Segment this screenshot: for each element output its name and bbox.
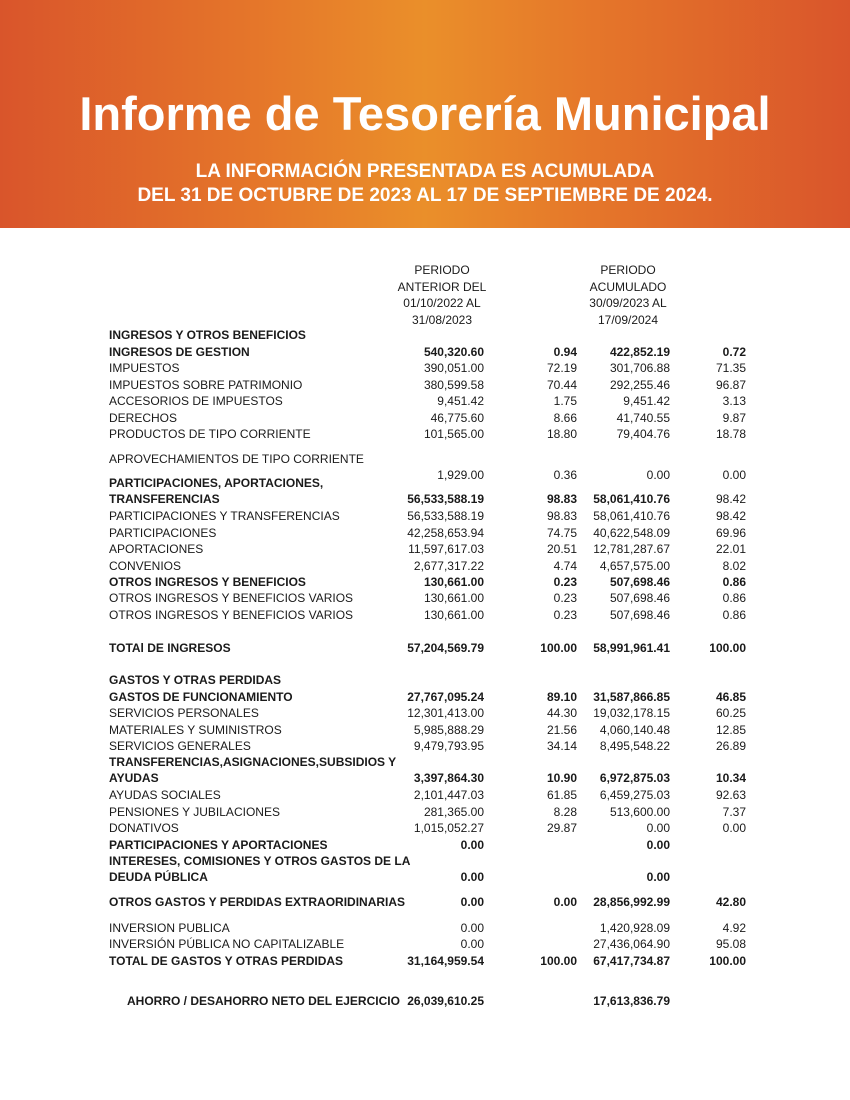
- percent-previous: 10.90: [546, 771, 577, 785]
- percent-previous: 1.75: [553, 394, 577, 408]
- percent-accumulated: 69.96: [715, 526, 746, 540]
- table-row: [0, 393, 850, 409]
- value-previous: 9,451.42: [437, 394, 484, 408]
- header-banner: [0, 0, 850, 228]
- value-accumulated: 507,698.46: [609, 591, 670, 605]
- value-previous: 46,775.60: [430, 411, 484, 425]
- value-previous: 5,985,888.29: [413, 723, 484, 737]
- percent-accumulated: 3.13: [722, 394, 746, 408]
- row-label: AHORRO / DESAHORRO NETO DEL EJERCICIO: [127, 994, 400, 1008]
- col-prev-line: PERIODO: [414, 263, 470, 277]
- percent-previous: 0.36: [553, 468, 577, 482]
- row-label: TOTAl DE INGRESOS: [109, 641, 231, 655]
- value-previous: 31,164,959.54: [407, 954, 484, 968]
- table-row: [0, 853, 850, 869]
- table-row: [0, 936, 850, 952]
- row-label: PENSIONES Y JUBILACIONES: [109, 805, 280, 819]
- percent-previous: 0.00: [553, 895, 577, 909]
- value-accumulated: 0.00: [646, 838, 670, 852]
- percent-accumulated: 0.86: [722, 575, 746, 589]
- value-accumulated: 17,613,836.79: [593, 994, 670, 1008]
- table-row: [0, 410, 850, 426]
- percent-accumulated: 100.00: [709, 641, 746, 655]
- value-accumulated: 41,740.55: [616, 411, 670, 425]
- percent-previous: 74.75: [546, 526, 577, 540]
- table-row: [0, 738, 850, 754]
- percent-previous: 100.00: [540, 641, 577, 655]
- value-accumulated: 0.00: [646, 821, 670, 835]
- value-previous: 1,929.00: [437, 468, 484, 482]
- table-row: [0, 451, 850, 467]
- value-previous: 2,677,317.22: [413, 559, 484, 573]
- table-row: [0, 508, 850, 524]
- value-accumulated: 12,781,287.67: [593, 542, 670, 556]
- table-row: [0, 920, 850, 936]
- value-previous: 11,597,617.03: [408, 542, 484, 556]
- value-accumulated: 27,436,064.90: [593, 937, 670, 951]
- value-accumulated: 8,495,548.22: [599, 739, 670, 753]
- value-previous: 390,051.00: [423, 361, 484, 375]
- row-label: PARTICIPACIONES Y APORTACIONES: [109, 838, 328, 852]
- percent-previous: 89.10: [546, 690, 577, 704]
- percent-accumulated: 0.86: [722, 608, 746, 622]
- percent-previous: 70.44: [546, 378, 577, 392]
- value-accumulated: 4,060,140.48: [599, 723, 670, 737]
- column-header-previous-period: [387, 262, 497, 328]
- table-row: [0, 426, 850, 442]
- row-label: SERVICIOS GENERALES: [109, 739, 251, 753]
- percent-accumulated: 42.80: [715, 895, 746, 909]
- value-previous: 130,661.00: [423, 591, 484, 605]
- table-row: [0, 574, 850, 590]
- table-row: [0, 344, 850, 360]
- value-previous: 0.00: [460, 895, 484, 909]
- row-label: GASTOS DE FUNCIONAMIENTO: [109, 690, 293, 704]
- percent-accumulated: 0.86: [722, 591, 746, 605]
- value-accumulated: 0.00: [646, 870, 670, 884]
- value-accumulated: 292,255.46: [609, 378, 670, 392]
- row-label: PARTICIPACIONES, APORTACIONES,: [109, 476, 324, 490]
- percent-previous: 4.74: [553, 559, 577, 573]
- row-label: DERECHOS: [109, 411, 178, 425]
- percent-accumulated: 96.87: [715, 378, 746, 392]
- row-label: INGRESOS Y OTROS BENEFICIOS: [109, 328, 306, 342]
- percent-previous: 0.94: [553, 345, 577, 359]
- table-row: [0, 689, 850, 705]
- table-row: [0, 360, 850, 376]
- row-label: INVERSION PUBLICA: [109, 921, 230, 935]
- value-accumulated: 422,852.19: [609, 345, 670, 359]
- value-previous: 540,320.60: [423, 345, 484, 359]
- percent-previous: 8.28: [553, 805, 577, 819]
- value-previous: 56,533,588.19: [407, 492, 484, 506]
- row-label: APORTACIONES: [109, 542, 204, 556]
- percent-previous: 0.23: [553, 575, 577, 589]
- table-row: [0, 837, 850, 853]
- value-previous: 56,533,588.19: [407, 509, 484, 523]
- value-previous: 101,565.00: [423, 427, 484, 441]
- value-previous: 281,365.00: [423, 805, 484, 819]
- percent-previous: 8.66: [553, 411, 577, 425]
- row-label-continued: DEUDA PÚBLICA: [109, 870, 208, 884]
- value-accumulated: 0.00: [646, 468, 670, 482]
- table-row: [0, 993, 850, 1009]
- value-previous: 0.00: [460, 921, 484, 935]
- value-previous: 3,397,864.30: [413, 771, 484, 785]
- percent-accumulated: 12.85: [715, 723, 746, 737]
- table-row: [0, 953, 850, 969]
- table-row: [0, 607, 850, 623]
- value-accumulated: 58,061,410.76: [593, 492, 670, 506]
- value-previous: 27,767,095.24: [407, 690, 484, 704]
- percent-accumulated: 0.00: [722, 468, 746, 482]
- page-title: Informe de Tesorería Municipal: [79, 87, 771, 140]
- col-prev-line: 31/08/2023: [411, 312, 473, 327]
- percent-accumulated: 0.00: [722, 821, 746, 835]
- table-row: [0, 590, 850, 606]
- row-label: IMPUESTOS SOBRE PATRIMONIO: [109, 378, 303, 392]
- value-accumulated: 79,404.76: [616, 427, 670, 441]
- column-header-accumulated-period: [573, 262, 683, 328]
- col-curr-line: 17/09/2024: [597, 312, 659, 327]
- value-previous: 0.00: [460, 870, 484, 884]
- percent-previous: 18.80: [546, 427, 577, 441]
- table-row: [0, 804, 850, 820]
- value-accumulated: 6,972,875.03: [599, 771, 670, 785]
- percent-previous: 29.87: [546, 821, 577, 835]
- row-label: PARTICIPACIONES: [109, 526, 217, 540]
- value-accumulated: 19,032,178.15: [593, 706, 670, 720]
- col-prev-line: 01/10/2022 AL: [403, 296, 481, 310]
- subtitle-line-2: DEL 31 DE OCTUBRE DE 2023 AL 17 DE SEPTIEMBRE DE 2024.: [137, 185, 713, 206]
- percent-previous: 100.00: [540, 954, 577, 968]
- percent-accumulated: 71.35: [715, 361, 746, 375]
- row-label: OTROS GASTOS Y PERDIDAS EXTRAORIDINARIAS: [109, 895, 406, 909]
- table-row: [0, 894, 850, 910]
- value-previous: 0.00: [460, 937, 484, 951]
- table-row: [0, 525, 850, 541]
- table-row: [0, 869, 850, 885]
- percent-accumulated: 92.63: [715, 788, 746, 802]
- table-row: [0, 787, 850, 803]
- percent-previous: 44.30: [546, 706, 577, 720]
- subtitle-line-1: LA INFORMACIÓN PRESENTADA ES ACUMULADA: [195, 161, 655, 182]
- row-label: OTROS INGRESOS Y BENEFICIOS: [109, 575, 306, 589]
- row-label: PRODUCTOS DE TIPO CORRIENTE: [109, 427, 311, 441]
- percent-accumulated: 22.01: [715, 542, 746, 556]
- row-label: SERVICIOS PERSONALES: [109, 706, 259, 720]
- value-accumulated: 507,698.46: [609, 575, 670, 589]
- value-accumulated: 40,622,548.09: [593, 526, 670, 540]
- value-accumulated: 58,061,410.76: [593, 509, 670, 523]
- value-accumulated: 301,706.88: [609, 361, 670, 375]
- row-label: AYUDAS SOCIALES: [109, 788, 221, 802]
- value-previous: 0.00: [460, 838, 484, 852]
- row-label: ACCESORIOS DE IMPUESTOS: [109, 394, 283, 408]
- percent-previous: 72.19: [546, 361, 577, 375]
- percent-accumulated: 7.37: [722, 805, 746, 819]
- percent-previous: 0.23: [553, 591, 577, 605]
- table-row: [0, 377, 850, 393]
- row-label: APROVECHAMIENTOS DE TIPO CORRIENTE: [109, 452, 364, 466]
- row-label: OTROS INGRESOS Y BENEFICIOS VARIOS: [109, 608, 354, 622]
- value-accumulated: 507,698.46: [609, 608, 670, 622]
- percent-previous: 20.51: [546, 542, 577, 556]
- percent-previous: 34.14: [546, 739, 577, 753]
- value-accumulated: 67,417,734.87: [593, 954, 670, 968]
- row-label: CONVENIOS: [109, 559, 182, 573]
- value-accumulated: 9,451.42: [623, 394, 670, 408]
- percent-accumulated: 10.34: [715, 771, 746, 785]
- percent-accumulated: 18.78: [715, 427, 746, 441]
- table-row: [0, 541, 850, 557]
- table-row: [0, 770, 850, 786]
- col-prev-line: ANTERIOR DEL: [397, 279, 487, 294]
- table-row: [0, 722, 850, 738]
- value-accumulated: 28,856,992.99: [593, 895, 670, 909]
- value-accumulated: 31,587,866.85: [593, 690, 670, 704]
- row-label: TRANSFERENCIAS,ASIGNACIONES,SUBSIDIOS Y: [109, 755, 397, 769]
- percent-accumulated: 98.42: [715, 509, 746, 523]
- percent-accumulated: 95.08: [715, 937, 746, 951]
- value-accumulated: 513,600.00: [609, 805, 670, 819]
- table-row: [0, 705, 850, 721]
- row-label: OTROS INGRESOS Y BENEFICIOS VARIOS: [109, 591, 354, 605]
- value-previous: 26,039,610.25: [407, 994, 484, 1008]
- percent-accumulated: 46.85: [715, 690, 746, 704]
- percent-previous: 98.83: [546, 509, 577, 523]
- table-row: [0, 475, 850, 491]
- percent-accumulated: 60.25: [715, 706, 746, 720]
- value-previous: 42,258,653.94: [407, 526, 484, 540]
- value-previous: 12,301,413.00: [407, 706, 484, 720]
- row-label: PARTICIPACIONES Y TRANSFERENCIAS: [109, 509, 340, 523]
- percent-previous: 21.56: [546, 723, 577, 737]
- value-previous: 380,599.58: [423, 378, 484, 392]
- value-previous: 130,661.00: [423, 608, 484, 622]
- value-previous: 9,479,793.95: [413, 739, 484, 753]
- percent-accumulated: 100.00: [709, 954, 746, 968]
- percent-accumulated: 4.92: [722, 921, 746, 935]
- percent-accumulated: 26.89: [715, 739, 746, 753]
- value-accumulated: 6,459,275.03: [599, 788, 670, 802]
- percent-accumulated: 8.02: [722, 559, 746, 573]
- table-row: [0, 754, 850, 770]
- value-accumulated: 1,420,928.09: [599, 921, 670, 935]
- percent-accumulated: 9.87: [722, 411, 746, 425]
- col-curr-line: ACUMULADO: [589, 279, 667, 294]
- value-previous: 57,204,569.79: [407, 641, 484, 655]
- percent-accumulated: 98.42: [715, 492, 746, 506]
- row-label: INTERESES, COMISIONES Y OTROS GASTOS DE LA: [109, 854, 411, 868]
- row-label: IMPUESTOS: [109, 361, 180, 375]
- row-label: INVERSIÓN PÚBLICA NO CAPITALIZABLE: [109, 937, 345, 951]
- percent-accumulated: 0.72: [722, 345, 746, 359]
- row-label-continued: TRANSFERENCIAS: [109, 492, 220, 506]
- percent-previous: 98.83: [546, 492, 577, 506]
- row-label: MATERIALES Y SUMINISTROS: [109, 723, 282, 737]
- col-curr-line: 30/09/2023 AL: [589, 296, 667, 310]
- row-label: DONATIVOS: [109, 821, 179, 835]
- table-row: [0, 672, 850, 688]
- row-label-continued: AYUDAS: [109, 771, 159, 785]
- col-curr-line: PERIODO: [600, 263, 656, 277]
- row-label: INGRESOS DE GESTION: [109, 345, 250, 359]
- row-label: TOTAL DE GASTOS Y OTRAS PERDIDAS: [109, 954, 344, 968]
- value-accumulated: 58,991,961.41: [593, 641, 670, 655]
- table-row: [0, 491, 850, 507]
- value-previous: 1,015,052.27: [413, 821, 484, 835]
- percent-previous: 61.85: [546, 788, 577, 802]
- row-label: GASTOS Y OTRAS PERDIDAS: [109, 673, 282, 687]
- percent-previous: 0.23: [553, 608, 577, 622]
- table-row: [0, 820, 850, 836]
- value-previous: 130,661.00: [423, 575, 484, 589]
- table-row: [0, 640, 850, 656]
- value-accumulated: 4,657,575.00: [599, 559, 670, 573]
- table-row: [0, 558, 850, 574]
- table-row: [0, 327, 850, 343]
- value-previous: 2,101,447.03: [413, 788, 484, 802]
